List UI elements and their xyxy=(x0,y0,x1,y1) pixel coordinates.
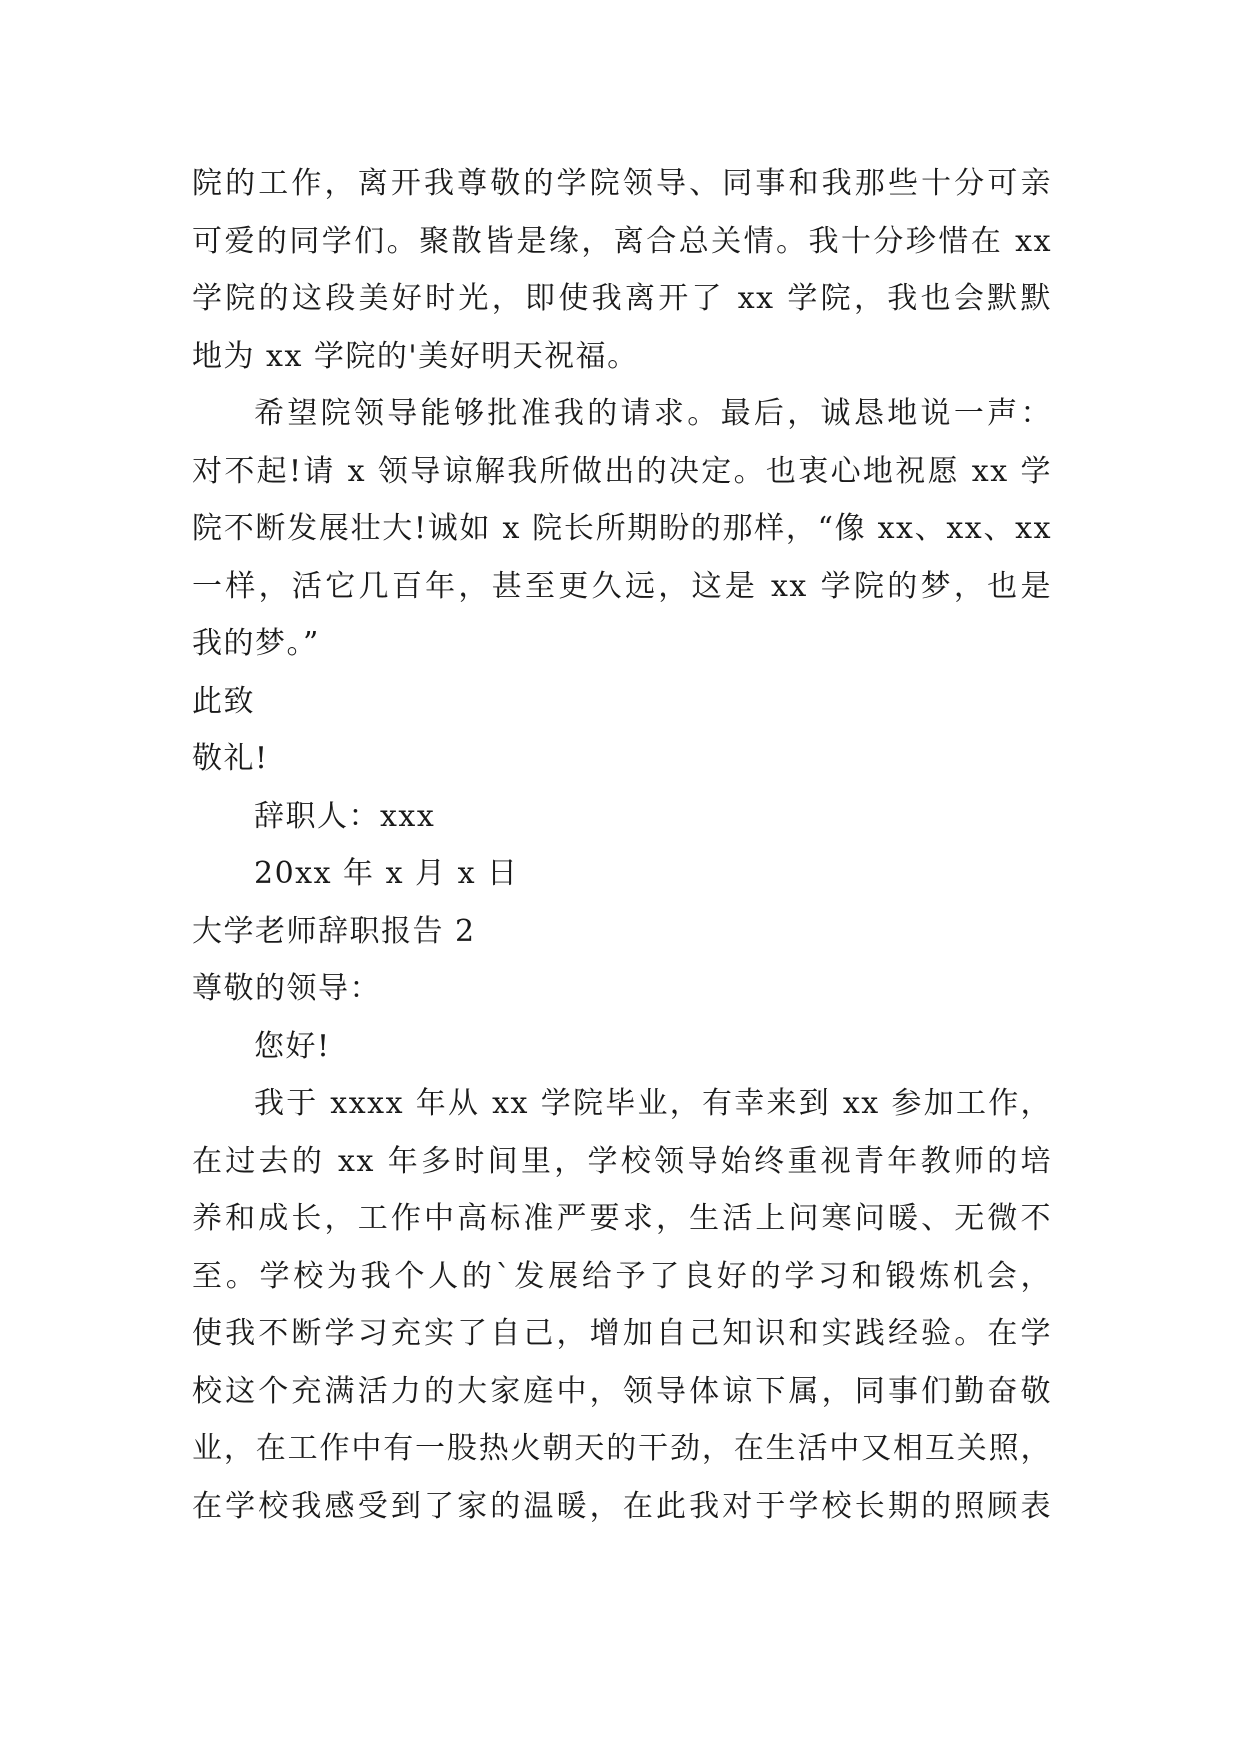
text-line: 对不起!请 x 领导谅解我所做出的决定。也衷心地祝愿 xx 学 xyxy=(192,453,1052,489)
text-line: 使我不断学习充实了自己，增加自己知识和实践经验。在学 xyxy=(192,1316,1052,1351)
text-line: 一样，活它几百年，甚至更久远，这是 xx 学院的梦，也是 xyxy=(192,568,1052,604)
text-line: 校这个充满活力的大家庭中，领导体谅下属，同事们勤奋敬 xyxy=(192,1373,1052,1409)
text-line: 我于 xxxx 年从 xx 学院毕业，有幸来到 xx 参加工作， xyxy=(254,1086,1052,1121)
text-line: 学院的这段美好时光，即使我离开了 xx 学院，我也会默默 xyxy=(192,281,1052,316)
text-line: 此致 xyxy=(192,683,255,719)
text-line: 院不断发展壮大!诚如 x 院长所期盼的那样，“像 xx、xx、xx xyxy=(192,511,1052,546)
text-line: 可爱的同学们。聚散皆是缘，离合总关情。我十分珍惜在 xx xyxy=(192,223,1052,259)
text-line: 地为 xx 学院的'美好明天祝福。 xyxy=(192,338,639,374)
text-line: 院的工作，离开我尊敬的学院领导、同事和我那些十分可亲 xyxy=(192,166,1052,201)
text-line: 大学老师辞职报告 2 xyxy=(192,913,476,949)
text-line: 至。学校为我个人的`发展给予了良好的学习和锻炼机会， xyxy=(192,1258,1052,1294)
text-line: 希望院领导能够批准我的请求。最后，诚恳地说一声： xyxy=(254,396,1052,431)
text-line: 尊敬的领导： xyxy=(192,971,381,1006)
text-line: 我的梦。” xyxy=(192,626,320,661)
text-line: 您好! xyxy=(254,1028,331,1064)
text-line: 20xx 年 x 月 x 日 xyxy=(254,856,519,891)
text-line: 辞职人：xxx xyxy=(254,798,436,834)
text-line: 在过去的 xx 年多时间里，学校领导始终重视青年教师的培 xyxy=(192,1143,1052,1179)
text-line: 养和成长，工作中高标准严要求，生活上问寒问暖、无微不 xyxy=(192,1201,1052,1236)
text-line: 在学校我感受到了家的温暖，在此我对于学校长期的照顾表 xyxy=(192,1488,1052,1524)
text-line: 敬礼! xyxy=(192,741,269,776)
text-line: 业，在工作中有一股热火朝天的干劲，在生活中又相互关照， xyxy=(192,1431,1052,1466)
document-body xyxy=(192,155,1052,1535)
